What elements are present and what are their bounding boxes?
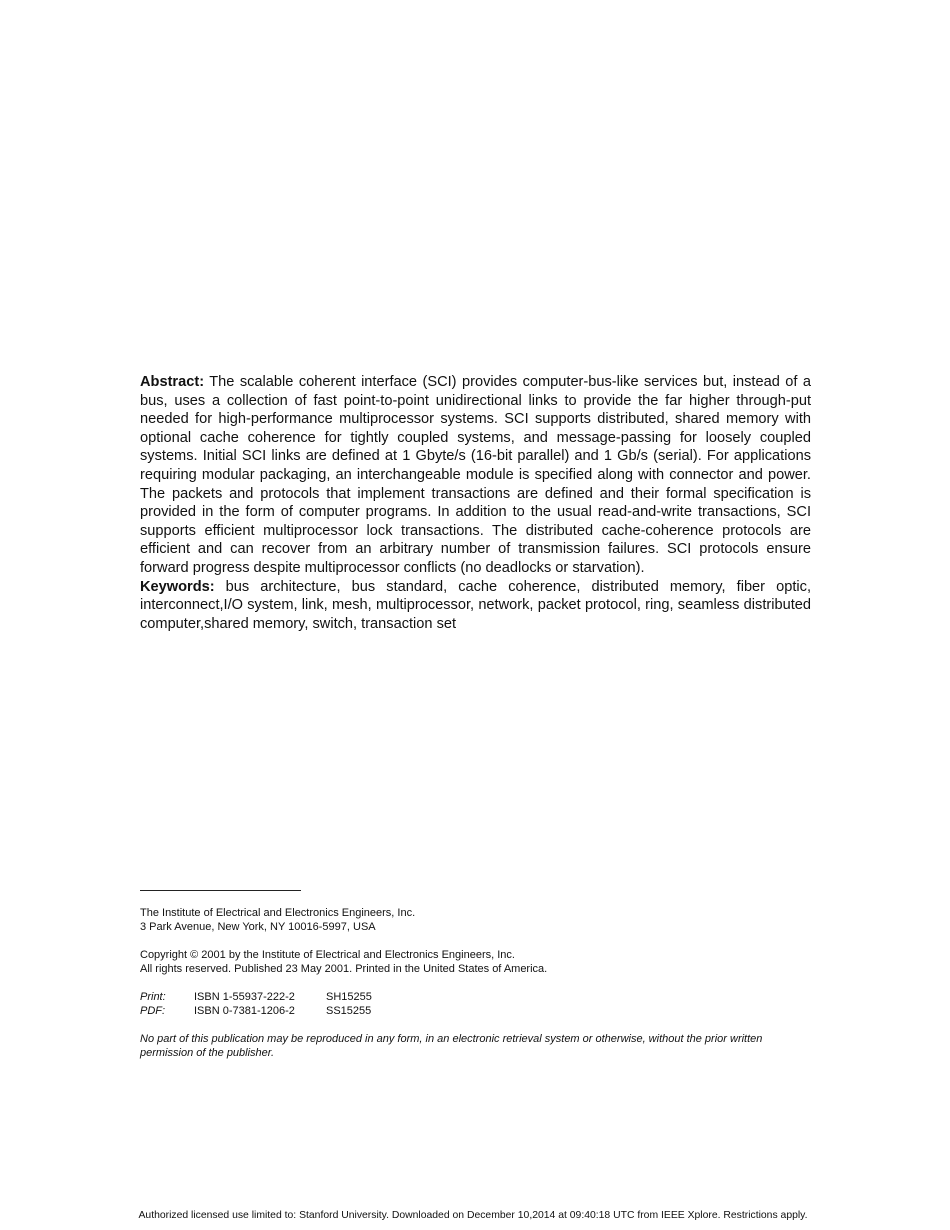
abstract-section bbox=[140, 373, 811, 633]
isbn-format: Print: bbox=[140, 991, 166, 1003]
reproduction-disclaimer: No part of this publication may be reproduced in any form, in an electronic retrieval system or otherwise, without the prior written permission of the publisher. bbox=[140, 1033, 763, 1059]
publisher-address: 3 Park Avenue, New York, NY 10016-5997, USA bbox=[140, 921, 376, 933]
keywords-label: Keywords: bbox=[140, 578, 215, 595]
copyright-line: Copyright © 2001 by the Institute of Electrical and Electronics Engineers, Inc. bbox=[140, 949, 515, 961]
rights-line: All rights reserved. Published 23 May 2001. Printed in the United States of America. bbox=[140, 963, 548, 975]
license-footer bbox=[0, 1209, 950, 1222]
publisher-info bbox=[140, 906, 820, 1060]
isbn-code: SS15255 bbox=[326, 1005, 372, 1017]
isbn-row-pdf bbox=[140, 1004, 820, 1018]
footnote-divider bbox=[140, 890, 301, 891]
isbn-format: PDF: bbox=[140, 1005, 166, 1017]
license-footer-text: Authorized licensed use limited to: Stanford University. Downloaded on December 10,2014 at 09:40:18 UTC from IEEE Xplore. Restrictions apply. bbox=[138, 1210, 808, 1221]
isbn-number: ISBN 0-7381-1206-2 bbox=[194, 1005, 295, 1017]
abstract-label: Abstract: bbox=[140, 374, 205, 390]
isbn-code: SH15255 bbox=[326, 991, 372, 1003]
isbn-row-print bbox=[140, 990, 820, 1004]
abstract-text: The scalable coherent interface (SCI) provides computer-bus-like services but, instead of a bus, uses a collection of fast point-to-point unidirectional links to provide the far higher through-put needed for high-performance multiprocessor systems. SCI supports distributed, shared memory with optional cache coherence for tightly coupled systems, and message-passing for loosely coupled systems. Initial SCI links are defined at 1 Gbyte/s (16-bit parallel) and 1 Gb/s (serial). For applications requiring modular packaging, an interchangeable module is specified along with connector and power. The packets and protocols that implement transactions are defined and their formal specification is provided in the form of computer programs. In addition to the usual read-and-write transactions, SCI supports efficient multiprocessor lock transactions. The distributed cache-coherence protocols are efficient and can recover from an arbitrary number of transmission failures. SCI protocols ensure forward progress despite multiprocessor conflicts (no deadlocks or starvation). bbox=[140, 374, 811, 576]
publisher-name: The Institute of Electrical and Electronics Engineers, Inc. bbox=[140, 907, 416, 919]
isbn-number: ISBN 1-55937-222-2 bbox=[194, 991, 295, 1003]
keywords-paragraph bbox=[140, 578, 811, 634]
keywords-text: bus architecture, bus standard, cache coherence, distributed memory, fiber optic, interconnect,I/O system, link, mesh, multiprocessor, network, packet protocol, ring, seamless distributed computer,shared memory, switch, transaction set bbox=[140, 578, 811, 632]
abstract-paragraph bbox=[140, 373, 811, 578]
